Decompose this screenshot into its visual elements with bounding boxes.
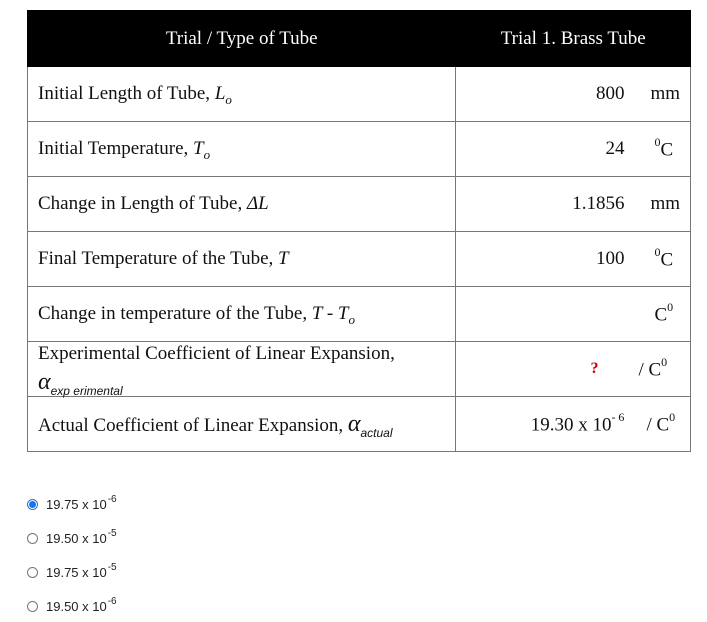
answer-option-2[interactable]: [27, 521, 117, 555]
unit: mm: [650, 83, 680, 104]
symbol-subscript: exp erimental: [50, 383, 123, 398]
unit: [624, 409, 680, 436]
row-label-change-in-temperature: [28, 287, 456, 342]
symbol: T: [193, 138, 204, 159]
unit-superscript: 0: [654, 134, 661, 149]
value-base: 19.30 x 10: [530, 414, 612, 436]
symbol-subscript: actual: [360, 425, 393, 440]
option-label: 19.50 x 10: [46, 530, 107, 546]
row-label-text: Experimental Coefficient of Linear Expansion,: [38, 342, 395, 364]
unit: [624, 244, 680, 271]
row-label-initial-length: [28, 67, 456, 122]
unit-text: / C: [646, 414, 670, 436]
unit-text: C: [654, 304, 668, 326]
option-exponent: -6: [107, 493, 117, 505]
header-trial-type: Trial / Type of Tube: [28, 11, 456, 67]
option-label: 19.75 x 10: [46, 564, 107, 580]
value-cell: [456, 342, 691, 397]
radio-button[interactable]: [27, 601, 38, 612]
row-label-text: Initial Temperature,: [38, 138, 194, 159]
unit: mm: [650, 193, 680, 214]
unit-superscript: 0: [661, 354, 668, 369]
table-row: [28, 287, 691, 342]
unknown-value-question-mark: ?: [590, 360, 599, 377]
unit-text: C: [660, 139, 674, 161]
value-cell: [456, 287, 691, 342]
unit: [598, 354, 680, 381]
table-row: [28, 122, 691, 177]
value-cell: [456, 177, 691, 232]
row-label-text: Final Temperature of the Tube,: [38, 248, 279, 269]
header-trial-1: Trial 1. Brass Tube: [456, 11, 691, 67]
unit-superscript: 0: [669, 409, 676, 424]
value-cell: [456, 122, 691, 177]
symbol: T - T: [311, 303, 349, 324]
radio-button[interactable]: [27, 533, 38, 544]
value: 1.1856: [572, 193, 625, 214]
value-cell: [456, 67, 691, 122]
row-label-initial-temperature: [28, 122, 456, 177]
row-label-experimental-coefficient: [28, 342, 456, 397]
unit-superscript: 0: [667, 299, 674, 314]
unit: [624, 134, 680, 161]
value: 800: [595, 83, 625, 104]
unit-text: C: [660, 249, 674, 271]
unit-text: / C: [638, 359, 662, 381]
symbol: ΔL: [247, 193, 269, 214]
value: [466, 409, 625, 436]
row-label-text: Change in Length of Tube,: [38, 193, 247, 214]
table-row: [28, 232, 691, 287]
value: 100: [595, 248, 625, 269]
table-row: [28, 397, 691, 452]
row-label-final-temperature: [28, 232, 456, 287]
row-label-change-in-length: [28, 177, 456, 232]
table-row: [28, 177, 691, 232]
unit-superscript: 0: [654, 244, 661, 259]
answer-options: [27, 487, 117, 622]
symbol: T: [278, 248, 289, 269]
symbol: L: [214, 83, 226, 104]
row-label-text: Change in temperature of the Tube,: [38, 303, 312, 324]
answer-option-3[interactable]: [27, 555, 117, 589]
option-exponent: -5: [107, 561, 117, 573]
row-label-text: Initial Length of Tube,: [38, 83, 215, 104]
value-exponent: - 6: [611, 409, 625, 424]
alpha-symbol: α: [38, 368, 51, 395]
expansion-data-table: [27, 10, 691, 452]
row-label-text: Actual Coefficient of Linear Expansion,: [38, 414, 348, 436]
unit: [624, 299, 680, 326]
table-row: [28, 67, 691, 122]
row-label-actual-coefficient: [28, 397, 456, 452]
option-exponent: -5: [107, 527, 117, 539]
symbol-subscript: o: [225, 92, 232, 107]
option-label: 19.50 x 10: [46, 598, 107, 614]
option-exponent: -6: [107, 595, 117, 607]
answer-option-4[interactable]: [27, 589, 117, 622]
table-header-row: [28, 11, 691, 67]
radio-button-selected[interactable]: [27, 499, 38, 510]
symbol-subscript: o: [348, 312, 355, 327]
radio-button[interactable]: [27, 567, 38, 578]
option-label: 19.75 x 10: [46, 496, 107, 512]
answer-option-1[interactable]: [27, 487, 117, 521]
value-cell: [456, 397, 691, 452]
value-cell: [456, 232, 691, 287]
table-row: [28, 342, 691, 397]
alpha-symbol: α: [347, 410, 361, 437]
value: 24: [605, 138, 625, 159]
symbol-subscript: o: [203, 147, 211, 162]
